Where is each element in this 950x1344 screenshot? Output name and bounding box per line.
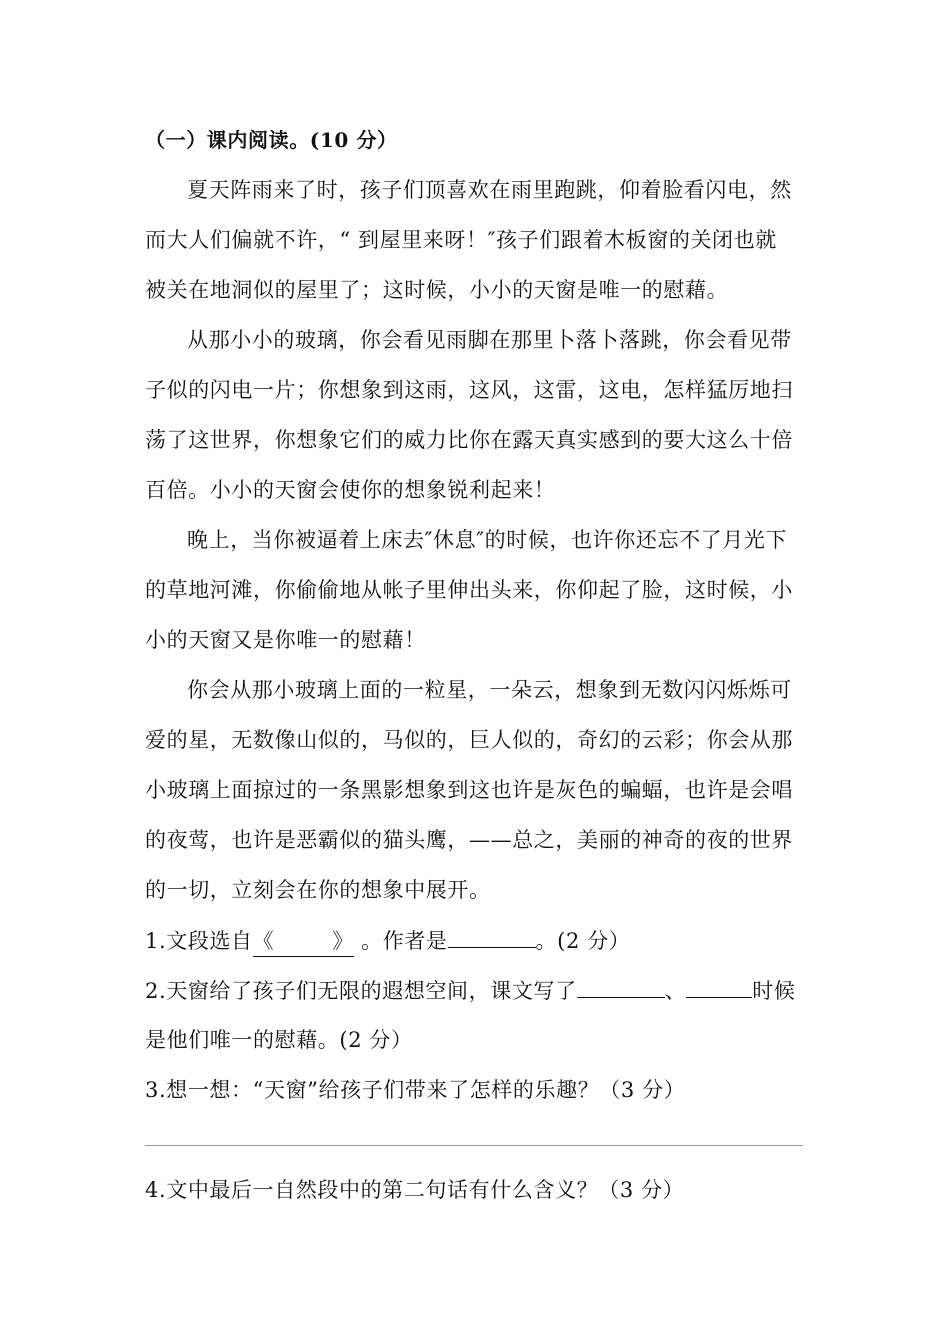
question-3: 3.想一想：“天窗”给孩子们带来了怎样的乐趣？（3 分）: [145, 1078, 686, 1102]
question-1-suffix: 。(2 分）: [535, 929, 631, 953]
passage-line: 从那小小的玻璃，你会看见雨脚在那里卜落卜落跳，你会看见带: [187, 328, 792, 352]
question-2-suffix: 时候: [752, 979, 796, 1003]
time-blank-2[interactable]: [686, 975, 752, 998]
passage-line: 子似的闪电一片；你想象到这雨，这风，这雷，这电，怎样猛厉地扫: [145, 378, 793, 402]
passage-line: 爱的星，无数像山似的，马似的，巨人似的，奇幻的云彩；你会从那: [145, 728, 793, 752]
passage-line: 的夜莺，也许是恶霸似的猫头鹰，——总之，美丽的神奇的夜的世界: [145, 828, 793, 852]
author-blank[interactable]: [448, 925, 536, 948]
passage-line: 而大人们偏就不许，“ 到屋里来呀！″孩子们跟着木板窗的关闭也就: [145, 228, 777, 252]
passage-line: 荡了这世界，你想象它们的威力比你在露天真实感到的要大这么十倍: [145, 428, 793, 452]
question-1-prefix: 1.文段选自: [145, 929, 253, 953]
passage-line: 百倍。小小的天窗会使你的想象锐利起来！: [145, 478, 556, 502]
passage-line: 的草地河滩，你偷偷地从帐子里伸出头来，你仰起了脸，这时候，小: [145, 578, 793, 602]
question-2-line-2: 是他们唯一的慰藉。(2 分）: [145, 1028, 413, 1052]
passage-line: 被关在地洞似的屋里了；这时候，小小的天窗是唯一的慰藉。: [145, 278, 729, 302]
close-bracket: 》: [332, 929, 354, 953]
passage-line: 小的天窗又是你唯一的慰藉！: [145, 628, 426, 652]
passage-line: 你会从那小玻璃上面的一粒星，一朵云，想象到无数闪闪烁烁可: [187, 678, 792, 702]
passage-line: 小玻璃上面掠过的一条黑影想象到这也许是灰色的蝙蝠，也许是会唱: [145, 778, 793, 802]
passage-line: 的一切，立刻会在你的想象中展开。: [145, 878, 491, 902]
question-1-middle: 。作者是: [353, 929, 448, 953]
open-bracket: 《: [252, 929, 275, 953]
answer-line[interactable]: [145, 1145, 803, 1146]
question-4: 4.文中最后一自然段中的第二句话有什么含义？（3 分）: [145, 1178, 685, 1202]
question-2-middle: 、: [664, 979, 687, 1003]
passage-line: 晚上，当你被逼着上床去″休息″的时候，也许你还忘不了月光下: [187, 528, 788, 552]
question-1: [145, 925, 815, 957]
section-heading: （一）课内阅读。(10 分）: [145, 128, 398, 152]
question-2-prefix: 2.天窗给了孩子们无限的遐想空间，课文写了: [145, 979, 577, 1003]
question-2: [145, 975, 815, 1006]
passage-line: 夏天阵雨来了时，孩子们顶喜欢在雨里跑跳，仰着脸看闪电，然: [187, 178, 792, 202]
book-title-blank[interactable]: [253, 926, 354, 957]
time-blank-1[interactable]: [577, 975, 665, 998]
